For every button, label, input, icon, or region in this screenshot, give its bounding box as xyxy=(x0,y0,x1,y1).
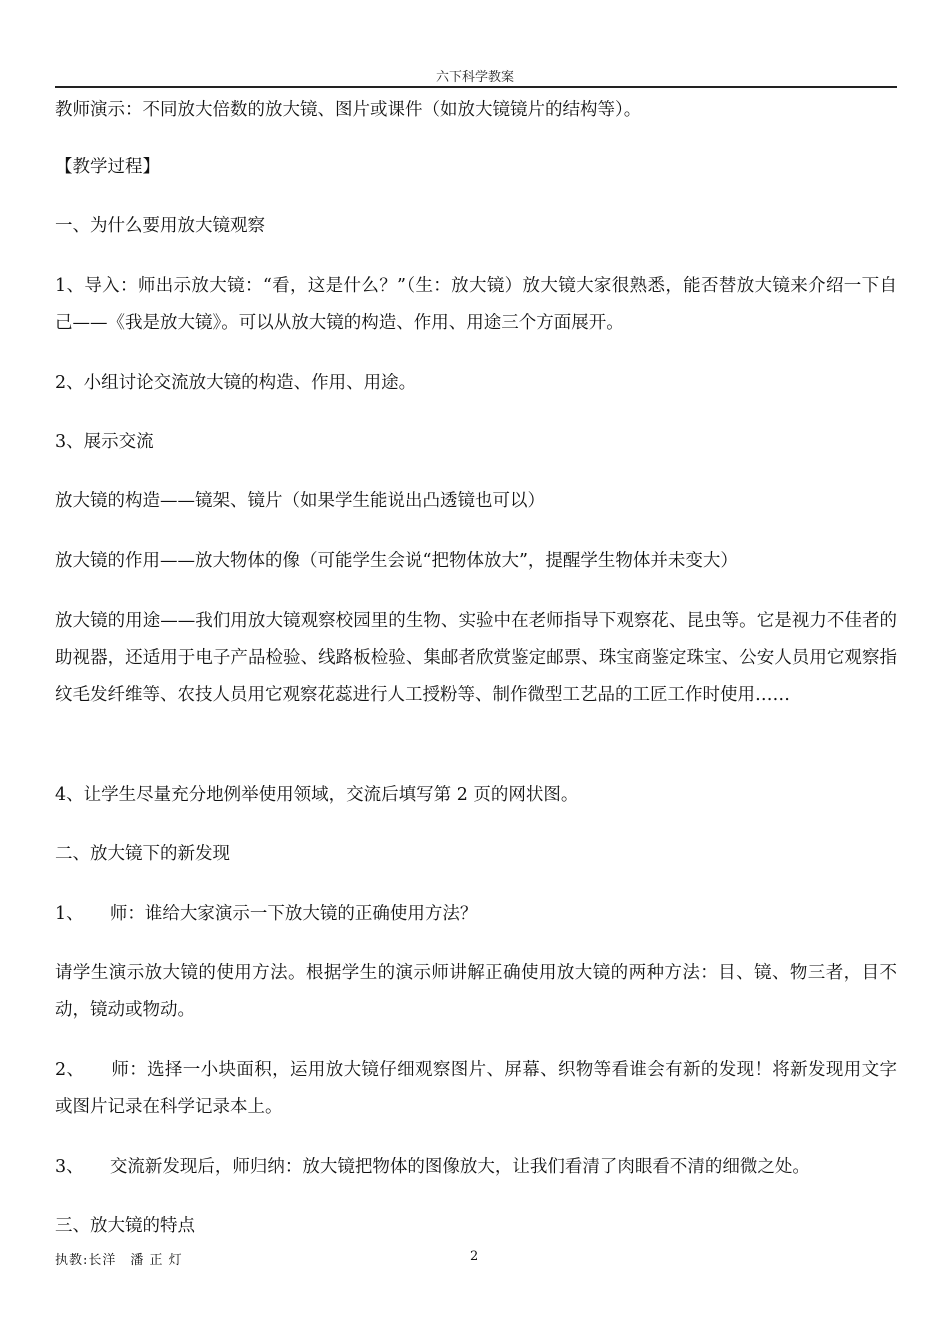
section-heading-process: 【教学过程】 xyxy=(55,157,160,177)
page-header-title: 六下科学教案 xyxy=(435,70,514,85)
footer-author: 执教:长洋 潘 正 灯 xyxy=(55,1253,183,1268)
paragraph-structure: 放大镜的构造——镜架、镜片（如果学生能说出凸透镜也可以） xyxy=(55,491,545,511)
header-rule xyxy=(55,86,897,88)
paragraph-demo-method: 请学生演示放大镜的使用方法。根据学生的演示师讲解正确使用放大镜的两种方法：目、镜、物三者，目不动，镜动或物动。 xyxy=(55,963,897,1020)
paragraph-step-3: 3、 交流新发现后，师归纳：放大镜把物体的图像放大，让我们看清了肉眼看不清的细微之处。 xyxy=(55,1157,810,1177)
section-heading-1: 一、为什么要用放大镜观察 xyxy=(55,216,265,236)
paragraph-show-exchange: 3、展示交流 xyxy=(55,432,154,452)
paragraph-intro: 1、导入：师出示放大镜：“看，这是什么？”（生：放大镜）放大镜大家很熟悉，能否替放大镜来介绍一下自己——《我是放大镜》。可以从放大镜的构造、作用、用途三个方面展开。 xyxy=(55,276,897,333)
section-heading-3: 三、放大镜的特点 xyxy=(55,1216,195,1236)
paragraph-uses: 放大镜的用途——我们用放大镜观察校园里的生物、实验中在老师指导下观察花、昆虫等。它是视力不佳者的助视器，还适用于电子产品检验、线路板检验、集邮者欣赏鉴定邮票、珠宝商鉴定珠宝、公安人员用它观察指纹毛发纤维等、农技人员用它观察花蕊进行人工授粉等、制作微型工艺品的工匠工作时使用…… xyxy=(55,611,897,705)
section-heading-2: 二、放大镜下的新发现 xyxy=(55,844,230,864)
paragraph-function: 放大镜的作用——放大物体的像（可能学生会说“把物体放大”，提醒学生物体并未变大） xyxy=(55,551,738,571)
paragraph-step-1: 1、 师：谁给大家演示一下放大镜的正确使用方法？ xyxy=(55,904,478,924)
paragraph-examples: 4、让学生尽量充分地例举使用领域，交流后填写第 2 页的网状图。 xyxy=(55,785,579,805)
materials-paragraph: 教师演示：不同放大倍数的放大镜、图片或课件（如放大镜镜片的结构等）。 xyxy=(55,100,642,120)
page-number: 2 xyxy=(470,1249,479,1264)
paragraph-group-discussion: 2、小组讨论交流放大镜的构造、作用、用途。 xyxy=(55,373,417,393)
paragraph-step-2: 2、 师：选择一小块面积，运用放大镜仔细观察图片、屏幕、织物等看谁会有新的发现！将新发现用文字或图片记录在科学记录本上。 xyxy=(55,1060,897,1117)
